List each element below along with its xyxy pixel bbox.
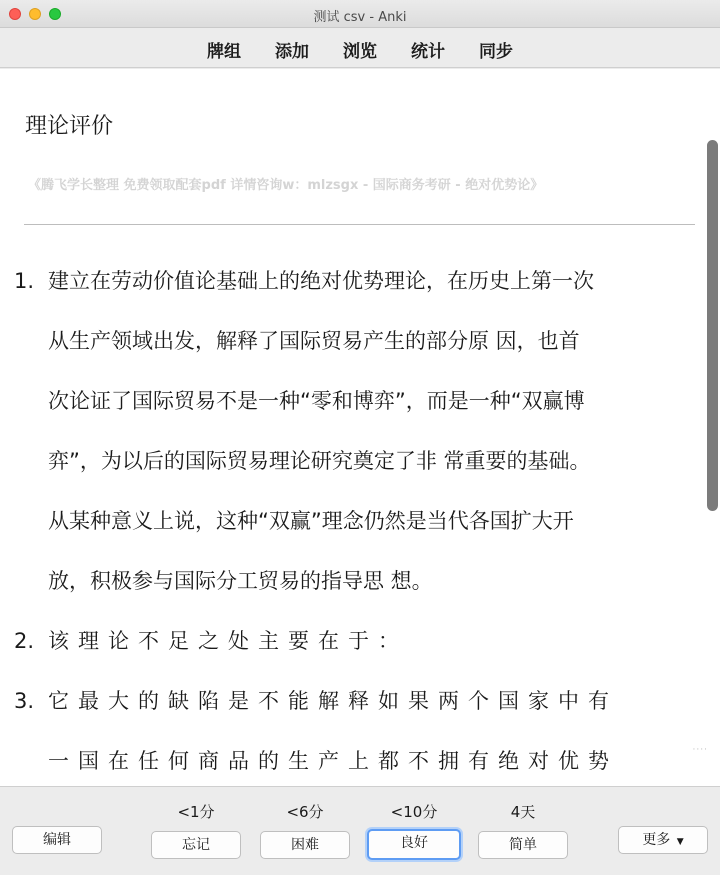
more-button-label: 更多 bbox=[642, 832, 671, 848]
toolbar-stats[interactable]: 统计 bbox=[411, 42, 445, 62]
list-line: 从某种意义上说，这种“双赢”理念仍然是当代各国扩大开 bbox=[48, 509, 574, 533]
toolbar-add[interactable]: 添加 bbox=[275, 42, 309, 62]
title-bar bbox=[0, 0, 720, 28]
interval-hard: <6分 bbox=[286, 803, 324, 821]
interval-easy: 4天 bbox=[510, 803, 536, 821]
list-line: 建立在劳动价值论基础上的绝对优势理论，在历史上第一次 bbox=[48, 269, 594, 293]
list-line: 一国在任何商品的生产上都不拥有绝对优势 bbox=[48, 749, 618, 773]
more-button[interactable] bbox=[618, 826, 708, 854]
toolbar-decks[interactable]: 牌组 bbox=[207, 42, 241, 62]
card-content bbox=[0, 69, 720, 786]
interval-good: <10分 bbox=[390, 803, 438, 821]
list-item-number: 1. bbox=[14, 269, 35, 293]
list-item-number: 2. bbox=[14, 629, 35, 653]
answer-list bbox=[14, 251, 699, 786]
good-button[interactable]: 良好 bbox=[367, 829, 461, 860]
list-line: 该理论不足之处主要在于： bbox=[48, 629, 408, 653]
list-line: 它最大的缺陷是不能解释如果两个国家中有 bbox=[48, 689, 618, 713]
interval-again: <1分 bbox=[177, 803, 215, 821]
review-bottom-bar bbox=[0, 786, 720, 875]
list-item bbox=[14, 251, 699, 611]
list-line: 从生产领域出发，解释了国际贸易产生的部分原 因，也首 bbox=[48, 329, 580, 353]
main-toolbar bbox=[0, 28, 720, 68]
list-item-number: 3. bbox=[14, 689, 35, 713]
edit-button[interactable]: 编辑 bbox=[12, 826, 102, 854]
toolbar-sync[interactable]: 同步 bbox=[479, 42, 513, 62]
vertical-scrollbar[interactable] bbox=[707, 140, 718, 511]
overflow-dots: ···· bbox=[692, 745, 708, 755]
again-button[interactable]: 忘记 bbox=[151, 831, 241, 859]
list-item bbox=[14, 671, 699, 786]
list-item bbox=[14, 611, 699, 671]
toolbar-browse[interactable]: 浏览 bbox=[343, 42, 377, 62]
window-title: 测试 csv - Anki bbox=[313, 10, 407, 25]
caret-down-icon: ▼ bbox=[676, 837, 684, 847]
list-line: 次论证了国际贸易不是一种“零和博弈”，而是一种“双赢博 bbox=[48, 389, 585, 413]
card-question-title: 理论评价 bbox=[25, 114, 114, 139]
easy-button[interactable]: 简单 bbox=[478, 831, 568, 859]
list-line: 弈”，为以后的国际贸易理论研究奠定了非 常重要的基础。 bbox=[48, 449, 591, 473]
hard-button[interactable]: 困难 bbox=[260, 831, 350, 859]
watermark-text: 《腾飞学长整理 免费领取配套pdf 详情咨询w：mlzsgx - 国际商务考研 - 绝对优势论》 bbox=[28, 178, 544, 193]
answer-divider bbox=[24, 224, 695, 225]
list-line: 放，积极参与国际分工贸易的指导思 想。 bbox=[48, 569, 433, 593]
